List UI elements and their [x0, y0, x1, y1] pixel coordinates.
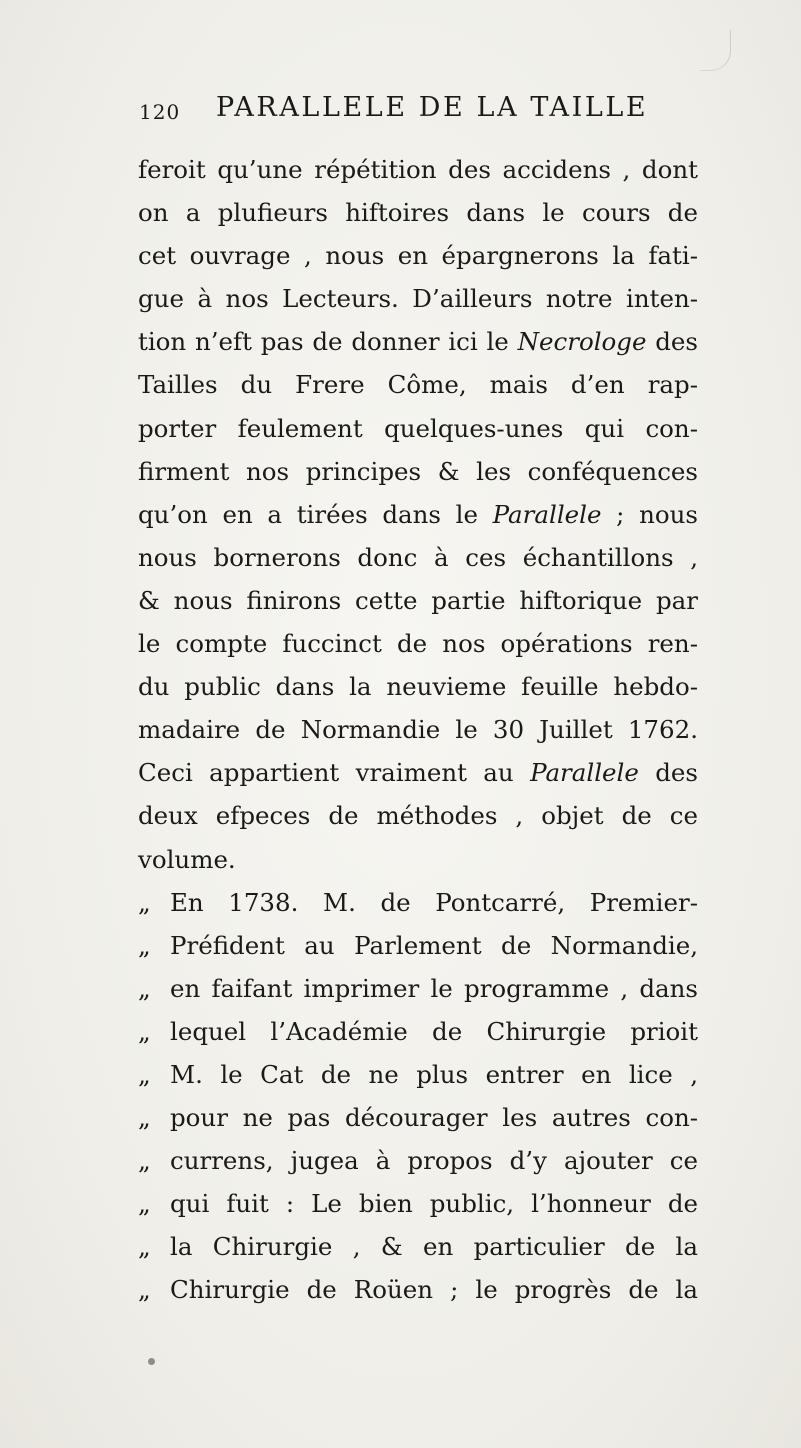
text-line	[138, 622, 698, 665]
text-line	[138, 234, 698, 277]
text-line	[138, 708, 698, 751]
text-line	[138, 1010, 698, 1053]
text-run: qu’on en a tirées dans le	[138, 499, 493, 529]
text-line	[138, 320, 698, 363]
text-run: qui fuit : Le bien public, l’honneur de	[170, 1189, 698, 1219]
text-line	[138, 1268, 698, 1311]
text-run: M. le Cat de ne plus entrer en lice ,	[170, 1059, 698, 1089]
quote-mark: „	[138, 1275, 151, 1305]
text-run: deux efpeces de méthodes , objet de ce	[138, 801, 698, 831]
text-line	[138, 838, 698, 881]
text-line	[138, 363, 698, 406]
text-line	[138, 924, 698, 967]
running-title: PARALLELE DE LA TAILLE	[216, 92, 649, 123]
page-header	[139, 90, 699, 130]
text-line	[138, 1139, 698, 1182]
text-run: gue à nos Lecteurs. D’ailleurs notre inten-	[138, 284, 698, 314]
text-run: ; nous	[601, 499, 698, 529]
text-run: Ceci appartient vraiment au	[138, 758, 531, 788]
text-line	[138, 493, 698, 536]
text-run: feroit qu’une répétition des accidens , dont	[138, 155, 698, 184]
text-line	[138, 1182, 698, 1225]
text-run: cet ouvrage , nous en épargnerons la fati-	[138, 241, 698, 271]
text-line	[138, 407, 698, 450]
text-run: Préfident au Parlement de Normandie,	[170, 930, 698, 960]
text-line	[138, 665, 698, 708]
text-run: volume.	[138, 844, 236, 874]
body-text	[138, 148, 698, 1312]
text-line	[138, 1096, 698, 1139]
text-line	[138, 881, 698, 924]
text-run: nous bornerons donc à ces échantillons ,	[138, 542, 698, 572]
text-line	[138, 794, 698, 837]
text-run: du public dans la neuvieme feuille hebdo-	[138, 672, 698, 702]
quote-mark: „	[138, 1232, 151, 1262]
text-line	[138, 191, 698, 234]
quote-mark: „	[138, 1146, 151, 1176]
text-run: lequel l’Académie de Chirurgie prioit	[170, 1016, 698, 1046]
text-run: on a plufieurs hiftoires dans le cours de	[138, 198, 698, 228]
text-run: des	[638, 758, 698, 788]
text-line	[138, 751, 698, 794]
text-line	[138, 450, 698, 493]
text-line	[138, 536, 698, 579]
text-line	[138, 1053, 698, 1096]
text-line	[138, 967, 698, 1010]
italic-title: Necrologe	[517, 327, 647, 357]
quote-mark: „	[138, 887, 151, 917]
text-line	[138, 148, 698, 191]
text-line	[138, 579, 698, 622]
quote-mark: „	[138, 973, 151, 1003]
text-run: tion n’eft pas de donner ici le	[138, 327, 518, 357]
text-run: porter feulement quelques-unes qui con-	[138, 413, 698, 443]
text-line	[138, 1225, 698, 1268]
page-number: 120	[139, 100, 181, 124]
italic-title: Parallele	[492, 499, 602, 529]
text-run: des	[646, 327, 698, 357]
quote-mark: „	[138, 1189, 151, 1219]
text-run: currens, jugea à propos d’y ajouter ce	[170, 1146, 698, 1176]
text-run: Chirurgie de Roüen ; le progrès de la	[170, 1275, 698, 1305]
text-run: en faifant imprimer le programme , dans	[170, 973, 698, 1003]
ink-spot	[148, 1358, 155, 1365]
text-run: le compte fuccinct de nos opérations ren-	[138, 629, 698, 659]
text-run: la Chirurgie , & en particulier de la	[170, 1232, 698, 1262]
text-run: En 1738. M. de Pontcarré, Premier-	[170, 887, 698, 917]
quote-mark: „	[138, 1103, 151, 1133]
quote-mark: „	[138, 1059, 151, 1089]
page-corner-crease	[700, 30, 731, 71]
text-run: pour ne pas décourager les autres con-	[170, 1103, 698, 1133]
text-run: Tailles du Frere Côme, mais d’en rap-	[138, 370, 698, 400]
text-line	[138, 277, 698, 320]
text-run: firment nos principes & les conféquences	[138, 456, 698, 486]
quote-mark: „	[138, 930, 151, 960]
italic-title: Parallele	[530, 758, 639, 788]
text-run: & nous finirons cette partie hiftorique par	[138, 585, 698, 615]
quote-mark: „	[138, 1016, 151, 1046]
text-run: madaire de Normandie le 30 Juillet 1762.	[138, 715, 698, 745]
